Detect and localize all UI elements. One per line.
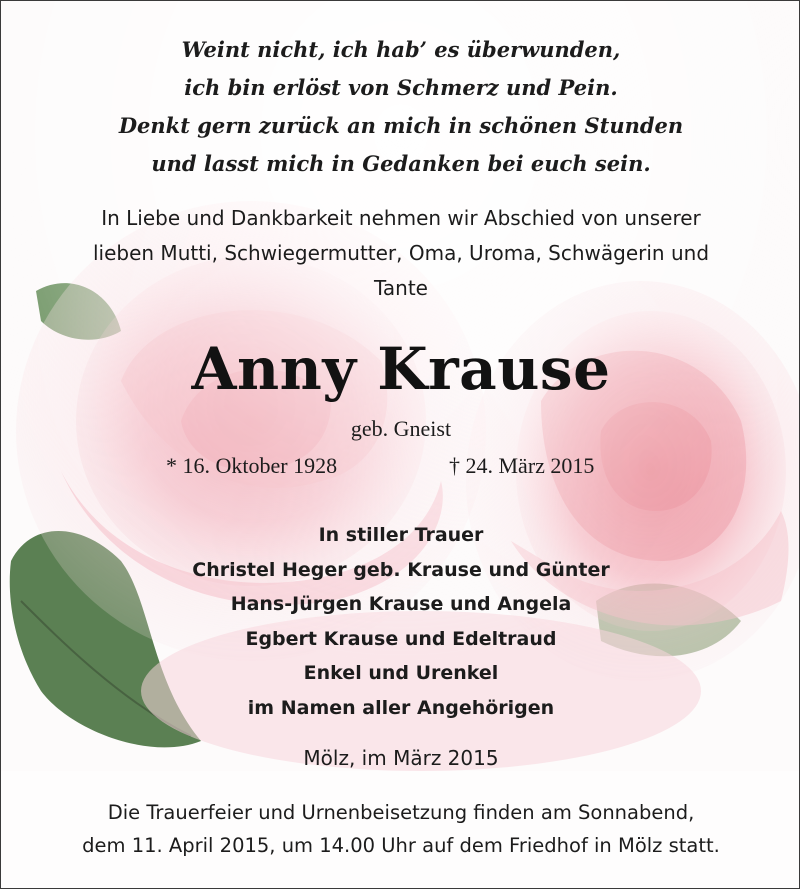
mourner-line: Enkel und Urenkel [303,662,499,684]
intro-line: lieben Mutti, Schwiegermutter, Oma, Uroma, Schwägerin und [92,241,710,265]
poem-line: und lasst mich in Gedanken bei euch sein. [151,151,651,176]
notice-text [1,1,800,889]
mourner-line: Hans-Jürgen Krause und Angela [230,593,572,615]
intro-text [21,201,781,306]
poem-line: ich bin erlöst von Schmerz und Pein. [184,75,618,100]
poem-line: Weint nicht, ich hab’ es überwunden, [181,37,621,62]
death-date: † 24. März 2015 [449,453,595,478]
intro-line: In Liebe und Dankbarkeit nehmen wir Abschied von unserer [101,206,701,230]
place-and-date: Mölz, im März 2015 [303,746,499,770]
mourner-line: Egbert Krause und Edeltraud [245,627,557,650]
mourner-line: In stiller Trauer [318,524,484,546]
birth-name: geb. Gneist [350,416,452,441]
intro-line: Tante [374,276,428,300]
mourners-list [1,518,800,725]
notice-line: Die Trauerfeier und Urnenbeisetzung finden am Sonnabend, [107,801,695,824]
poem-line: Denkt gern zurück an mich in schönen Stunden [118,113,684,138]
notice-line: dem 11. April 2015, um 14.00 Uhr auf dem Friedhof in Mölz statt. [82,834,720,857]
funeral-notice [11,796,791,862]
poem [1,31,800,183]
mourner-line: im Namen aller Angehörigen [247,696,555,719]
birth-date: * 16. Oktober 1928 [166,453,338,478]
deceased-name: Anny Krause [191,335,611,403]
mourner-line: Christel Heger geb. Krause und Günter [192,558,610,581]
